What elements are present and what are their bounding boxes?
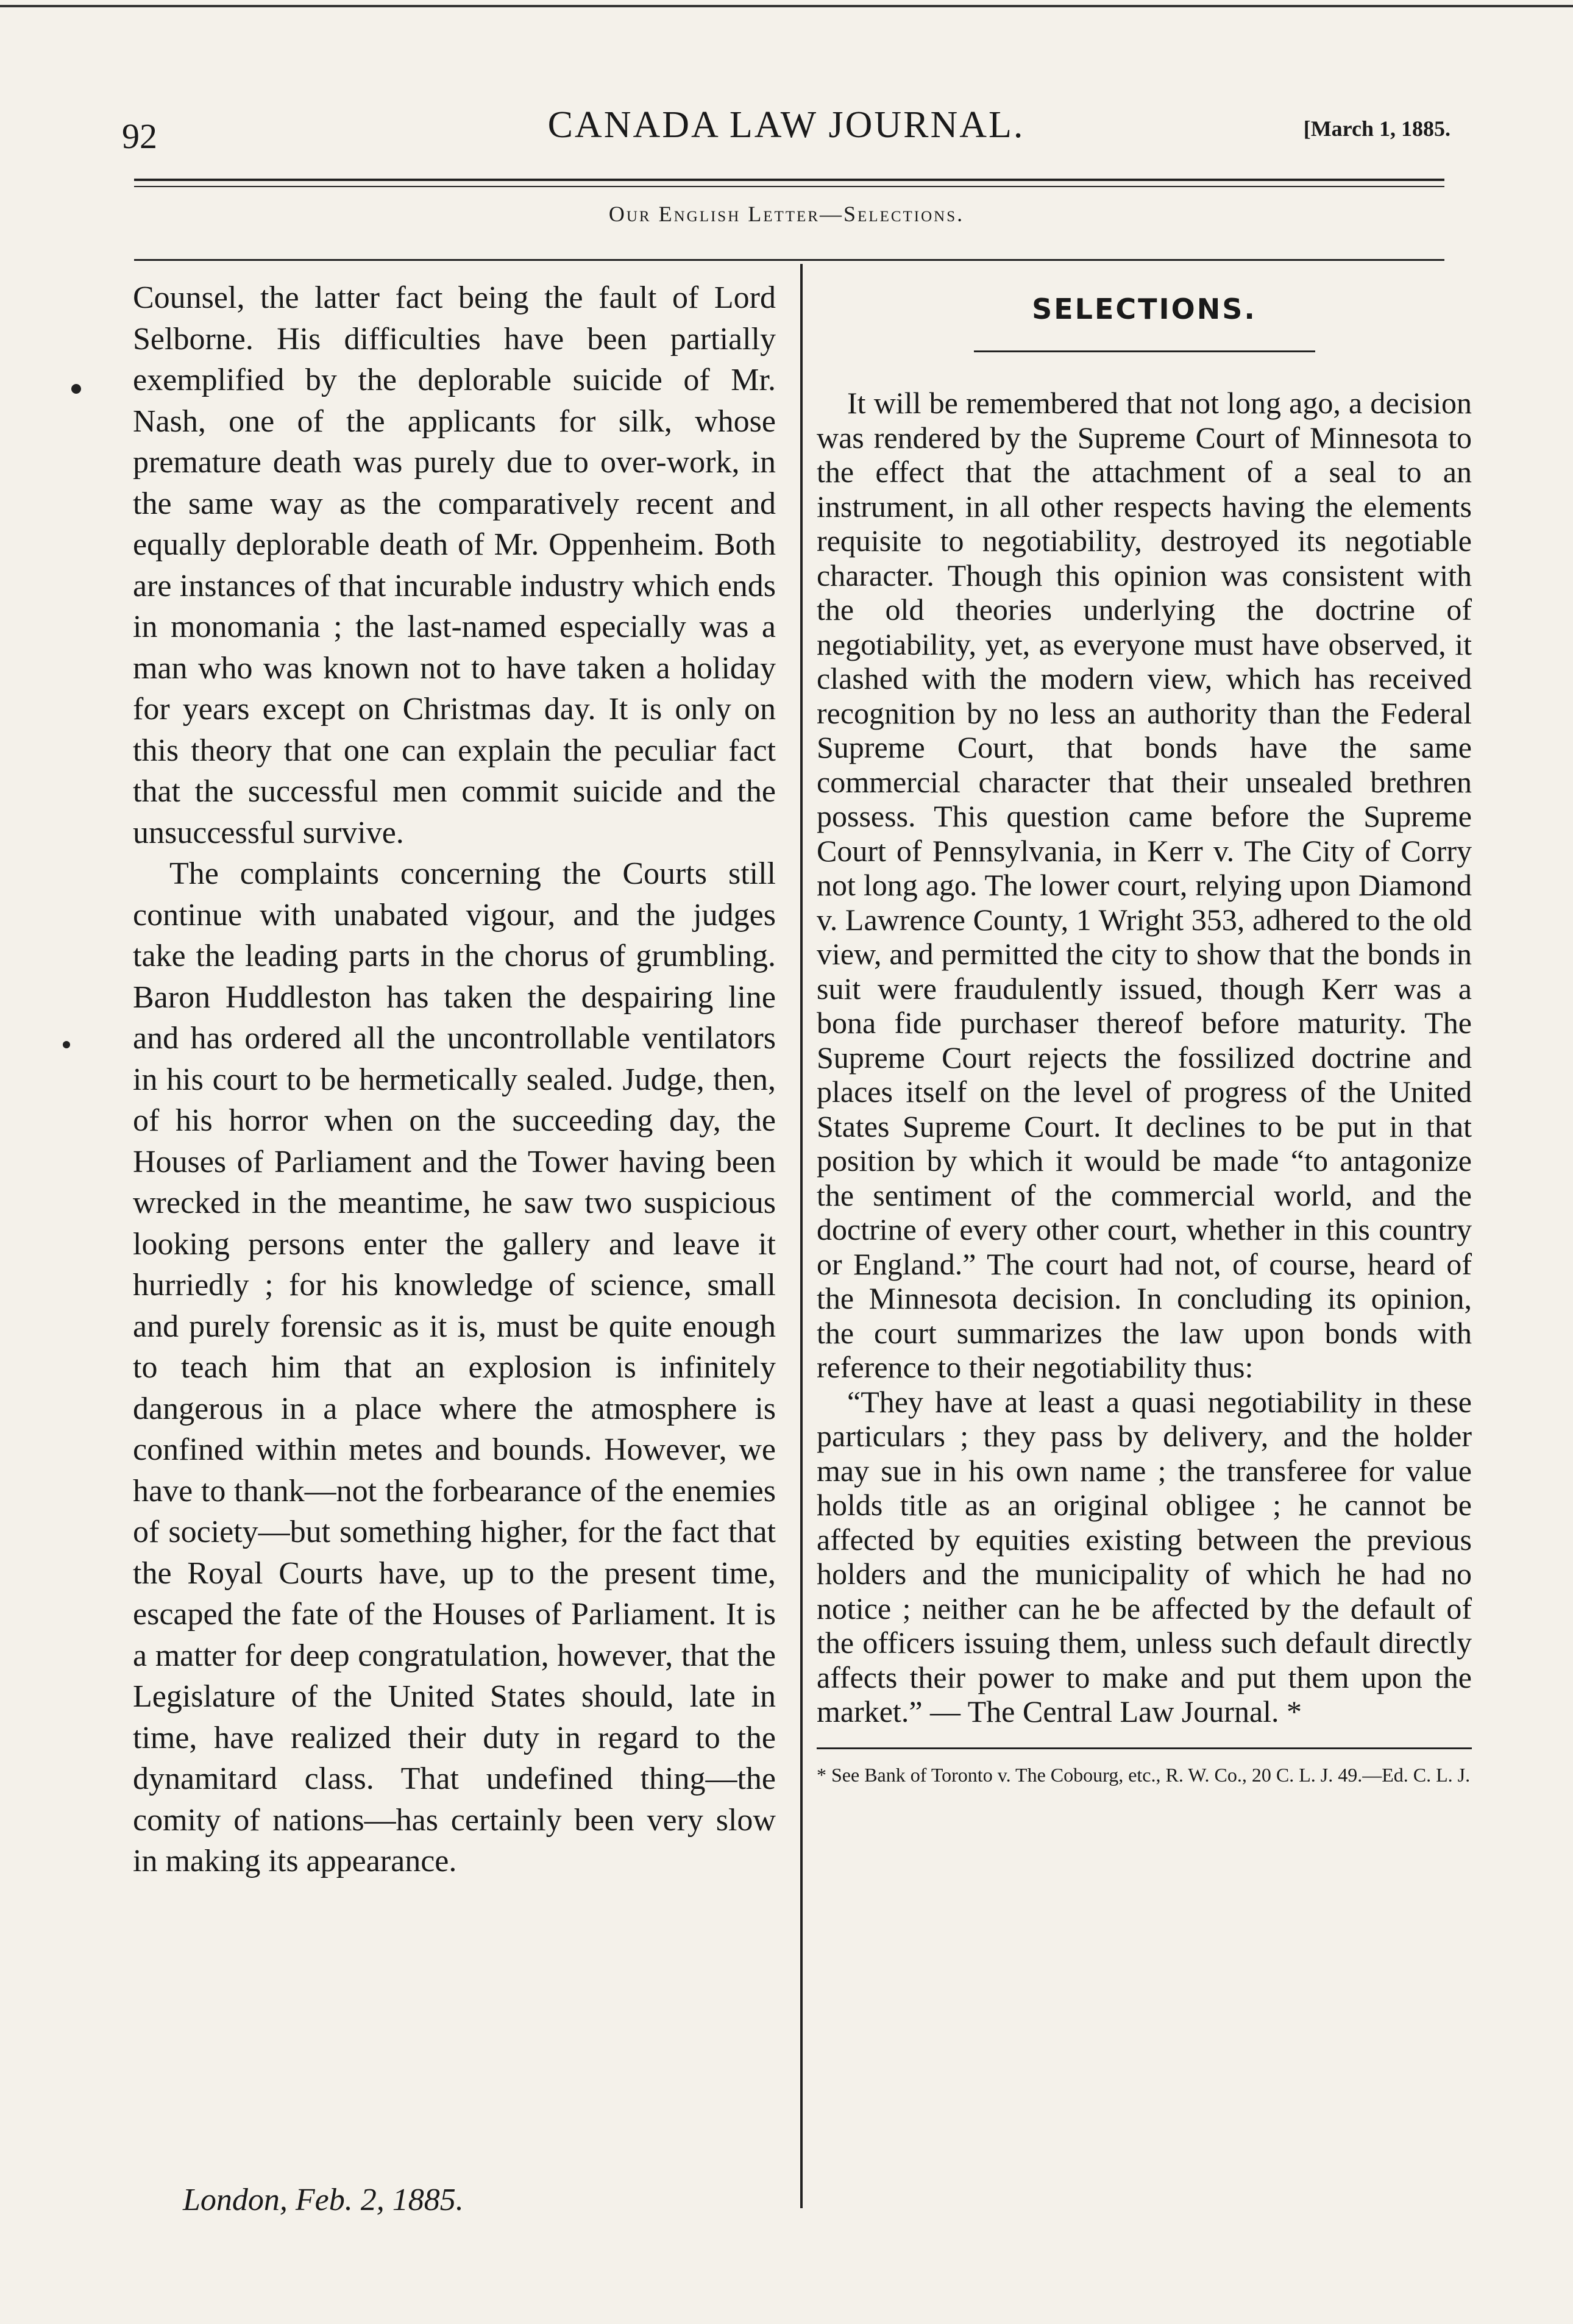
page-number: 92	[122, 116, 157, 156]
left-column	[133, 277, 776, 1882]
section-rule	[134, 259, 1444, 261]
letter-signoff: London, Feb. 2, 1885.	[183, 2183, 464, 2217]
section-heading: Our English Letter—Selections.	[608, 202, 965, 226]
margin-mark	[71, 384, 81, 394]
page-top-rule	[0, 5, 1573, 7]
right-column	[817, 277, 1472, 1787]
body-paragraph: It will be remembered that not long ago, a decision was rendered by the Supreme Court of Minnesota to the effect that the attachment of a seal to an instrument, in all other respects having the elements requisite to negotiability, destroyed its negotiable character. Though this opinion was consistent with the old theories underlying the doctrine of negotiability, yet, as everyone must have observed, it clashed with the modern view, which has received recognition by no less an authority than the Federal Supreme Court, that bonds have the same commercial character that their unsealed brethren possess. This question came before the Supreme Court of Pennsylvania, in Kerr v. The City of Corry not long ago. The lower court, relying upon Diamond v. Lawrence County, 1 Wright 353, adhered to the old view, and permitted the city to show that the bonds in suit were fraudulently issued, though Kerr was a bona fide purchaser thereof before maturity. The Supreme Court rejects the fossilized doctrine and places itself on the level of progress of the United States Supreme Court. It declines to be put in that position by which it would be made “to antagonize the sentiment of the commercial world, and the doctrine of every other court, whether in this country or England.” The court had not, of course, heard of the Minnesota decision. In concluding its opinion, the court summarizes the law upon bonds with reference to their negotiability thus:	[817, 386, 1472, 1384]
selections-title: SELECTIONS.	[1032, 293, 1257, 325]
issue-date: [March 1, 1885.	[1303, 116, 1450, 141]
body-paragraph: The complaints concerning the Courts still continue with unabated vigour, and the judges take the leading parts in the chorus of grumbling. Baron Huddleston has taken the despairing line and has ordered all the uncontrollable ventilators in his court to be hermetically sealed. Judge, then, of his horror when on the succeeding day, the Houses of Parliament and the Tower having been wrecked in the meantime, he saw two suspicious looking persons enter the gallery and leave it hurriedly ; for his knowledge of science, small and purely forensic as it is, must be quite enough to teach him that an explosion is infinitely dangerous in a place where the atmosphere is confined within metes and bounds. However, we have to thank—not the forbearance of the enemies of society—but something higher, for the fact that the Royal Courts have, up to the present time, escaped the fate of the Houses of Parliament. It is a matter for deep congratulation, however, that the Legislature of the United States should, late in time, have realized their duty in regard to the dynamitard class. That undefined thing—the comity of nations—has certainly been very slow in making its appearance.	[133, 856, 776, 1878]
quotation-paragraph: “They have at least a quasi negotiability in these particulars ; they pass by delivery, and the holder may sue in his own name ; the transferee for value holds title as an original obligee ; he cannot be affected by equities existing between the previous holders and the municipality of which he had no notice ; neither can he be affected by the default of the officers issuing them, unless such default directly affects their power to make and put them upon the market.” — The Central Law Journal. *	[817, 1384, 1472, 1729]
selections-body	[817, 386, 1472, 1729]
header-rule-lower	[134, 186, 1444, 187]
page-header	[122, 104, 1450, 158]
header-rule-upper	[134, 179, 1444, 181]
margin-mark	[63, 1041, 70, 1048]
footnote-rule	[817, 1747, 1472, 1749]
title-rule	[974, 350, 1315, 352]
column-divider	[800, 264, 803, 2208]
footnote: * See Bank of Toronto v. The Cobourg, etc., R. W. Co., 20 C. L. J. 49.—Ed. C. L. J.	[817, 1763, 1471, 1786]
body-paragraph: Counsel, the latter fact being the fault of Lord Selborne. His difficulties have been partially exemplified by the deplorable suicide of Mr. Nash, one of the applicants for silk, whose premature death was purely due to over-work, in the same way as the comparatively recent and equally deplorable death of Mr. Oppenheim. Both are instances of that incurable industry which ends in monomania ; the last-named especially was a man who was known not to have taken a holiday for years except on Christmas day. It is only on this theory that one can explain the peculiar fact that the successful men commit suicide and the unsuccessful survive.	[133, 280, 776, 850]
journal-title: CANADA LAW JOURNAL.	[547, 104, 1025, 146]
